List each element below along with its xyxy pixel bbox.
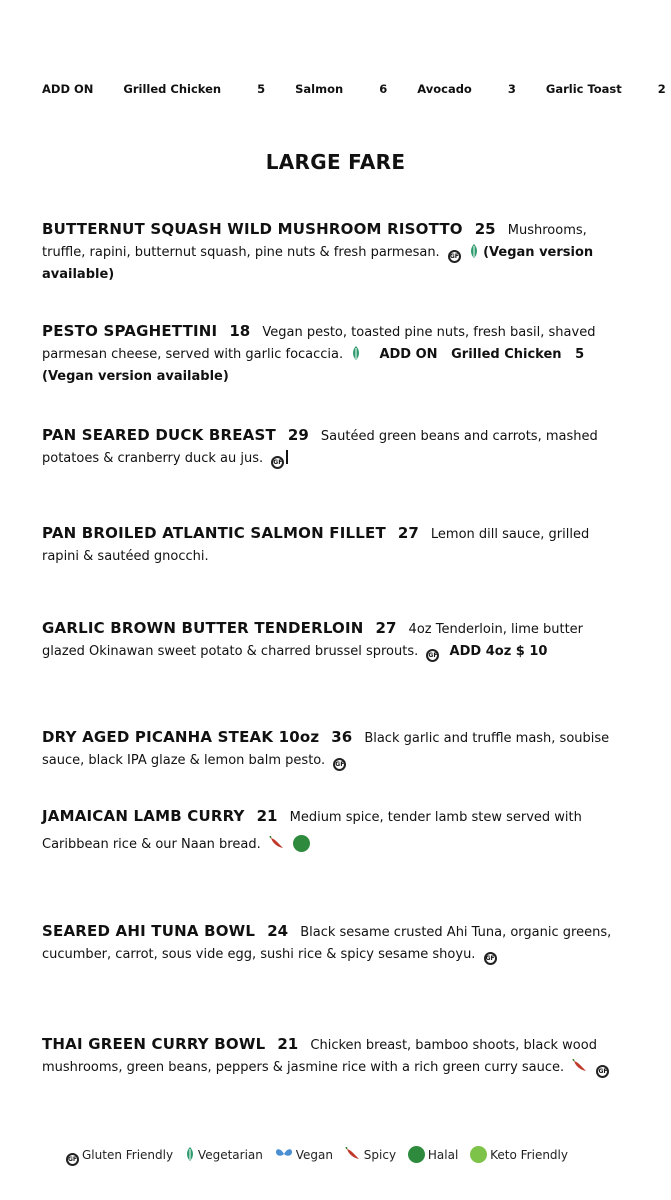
item-description: Vegan pesto, toasted pine nuts, fresh basil, shaved parmesan cheese, served with garlic focaccia. [42,325,596,362]
vegetarian-leaf-icon [185,1147,195,1161]
gluten-friendly-icon: GF [484,952,497,965]
gluten-friendly-icon: GF [448,250,461,263]
item-name: PESTO SPAGHETTINI [42,322,218,340]
menu-item [42,617,622,663]
menu-item [42,218,622,286]
item-description: Sautéed green beans and carrots, mashed potatoes & cranberry duck au jus. [42,429,598,466]
menu-item [42,424,622,470]
spicy-chili-icon [345,1147,361,1161]
item-price: 29 [287,426,309,444]
item-price: 24 [267,922,289,940]
item-name: PAN BROILED ATLANTIC SALMON FILLET [42,524,386,542]
text-cursor [286,450,288,464]
gluten-friendly-icon: GF [66,1153,79,1166]
item-description: Chicken breast, bamboo shoots, black wood mushrooms, green beans, peppers & jasmine rice with a rich green curry sauce. [42,1038,597,1075]
add-on-bar [42,82,671,96]
legend-label: Spicy [363,1148,397,1162]
menu-item [42,1033,622,1079]
vegetarian-leaf-icon [351,346,361,360]
vegan-note: (Vegan version available) [42,369,229,384]
item-name: JAMAICAN LAMB CURRY [42,807,245,825]
legend-label: Vegetarian [197,1148,263,1162]
item-name: DRY AGED PICANHA STEAK 10oz [42,728,320,746]
dietary-legend [66,1146,576,1166]
item-description: 4oz Tenderloin, lime butter glazed Okinawan sweet potato & charred brussel sprouts. [42,622,584,659]
item-price: 25 [474,220,496,238]
menu-item [42,726,622,772]
vegan-note: (Vegan version available) [42,245,594,282]
item-name: PAN SEARED DUCK BREAST [42,426,276,444]
gluten-friendly-icon: GF [596,1065,609,1078]
add-on-label: ADD ON [42,82,94,96]
item-price: 18 [229,322,251,340]
item-description: Lemon dill sauce, grilled rapini & sautéed gnocchi. [42,527,590,564]
addon-item: Avocado 3 [417,82,516,96]
halal-icon [293,835,310,852]
legend-label: Vegan [295,1148,333,1162]
menu-item [42,920,622,966]
item-price: 21 [256,807,278,825]
item-description: Black sesame crusted Ahi Tuna, organic greens, cucumber, carrot, sous vide egg, sushi rice & spicy sesame shoyu. [42,925,612,962]
gluten-friendly-icon: GF [426,649,439,662]
menu-item [42,320,622,388]
legend-label: Gluten Friendly [82,1148,174,1162]
keto-friendly-icon [470,1146,487,1163]
item-name: SEARED AHI TUNA BOWL [42,922,256,940]
gluten-friendly-icon: GF [271,456,284,469]
gluten-friendly-icon: GF [333,758,346,771]
add-on-note: ADD 4oz $ 10 [449,644,548,659]
item-price: 27 [397,524,419,542]
spicy-chili-icon [269,836,285,850]
addon-item: Garlic Toast 2 [545,82,666,96]
section-title: LARGE FARE [265,150,406,174]
item-description: Black garlic and truffle mash, soubise sauce, black IPA glaze & lemon balm pesto. [42,731,610,768]
legend-label: Halal [427,1148,459,1162]
item-price: 36 [331,728,353,746]
legend-label: Keto Friendly [490,1148,568,1162]
item-description: Mushrooms, truffle, rapini, butternut squash, pine nuts & fresh parmesan. [42,223,587,260]
item-price: 21 [277,1035,299,1053]
add-on-note: ADD ON Grilled Chicken 5 [379,347,585,362]
vegan-butterfly-icon [275,1148,293,1161]
spicy-chili-icon [572,1059,588,1073]
vegetarian-leaf-icon [469,244,479,258]
halal-icon [408,1146,425,1163]
item-price: 27 [375,619,397,637]
menu-item [42,803,622,858]
item-name: GARLIC BROWN BUTTER TENDERLOIN [42,619,364,637]
item-name: THAI GREEN CURRY BOWL [42,1035,266,1053]
addon-item: Grilled Chicken 5 [123,82,266,96]
addon-item: Salmon 6 [295,82,388,96]
item-name: BUTTERNUT SQUASH WILD MUSHROOM RISOTTO [42,220,463,238]
menu-item [42,522,622,568]
item-description: Medium spice, tender lamb stew served with Caribbean rice & our Naan bread. [42,810,582,852]
